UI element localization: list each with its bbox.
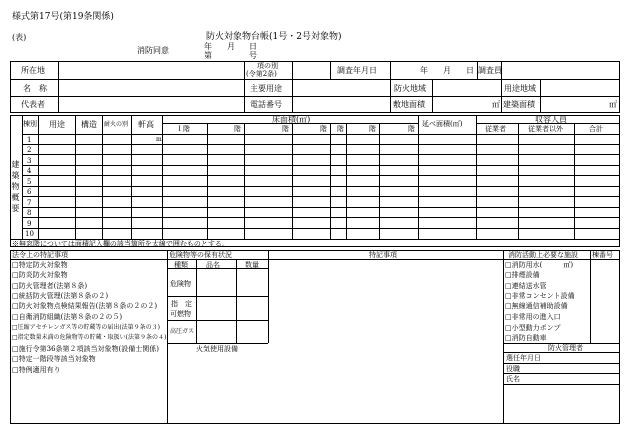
floor-col-5: 階 <box>337 125 344 133</box>
equipment-item[interactable]: □消防用水( ㎡) <box>505 261 574 269</box>
row-number: 4 <box>27 167 32 175</box>
col-total-area: 延べ面積(㎡) <box>422 120 463 128</box>
equipment-item[interactable]: □排煙設備 <box>505 271 540 279</box>
side-label: (表) <box>12 33 27 42</box>
law-item[interactable]: □施行令第36条第２項該当対象物(設備士関係) <box>12 345 159 353</box>
label-item-class-sub: (令第2条) <box>246 70 277 78</box>
windowless-note: ※無窓階については面積記入欄の該当箇所を太線で囲むものとする。 <box>12 240 229 248</box>
survey-year: 年 <box>420 66 428 75</box>
label-surveyor: 調査員 <box>478 66 502 75</box>
survey-day: 日 <box>466 66 474 75</box>
label-representative: 代表者 <box>21 100 45 109</box>
floor-col-2: 階 <box>234 125 241 133</box>
row-number: 7 <box>27 199 32 207</box>
hazard-kind: 高圧ガス <box>170 328 195 335</box>
consent-go: 号 <box>249 51 257 60</box>
label-main-use: 主要用途 <box>250 84 282 93</box>
hazard-kind: 危険物 <box>170 280 191 288</box>
equipment-item[interactable]: □非常コンセント設備 <box>505 292 575 300</box>
row-number: 5 <box>27 178 32 186</box>
page-title: 防火対象物台帳(1号・2号対象物) <box>206 32 342 42</box>
consent-label: 消防同意 <box>137 46 169 55</box>
person-name-label: 氏名 <box>506 375 520 383</box>
hazard-kind: 指 定 <box>171 300 192 308</box>
equipment-item[interactable]: □小型動力ポンプ <box>505 324 561 332</box>
consent-month: 月 <box>227 42 235 51</box>
cap-col-total: 合計 <box>589 125 603 133</box>
eave-unit: m <box>156 136 162 143</box>
equipment-item[interactable]: □消防自動車 <box>505 334 547 342</box>
col-fireproof: 耐火の別 <box>104 121 129 128</box>
fire-manager-header: 防火管理者 <box>548 344 583 352</box>
row-number: 1 <box>27 136 32 144</box>
consent-day: 日 <box>249 42 257 51</box>
col-building-type: 棟別 <box>23 120 37 128</box>
col-floor-area: 床面積(㎡) <box>272 115 311 124</box>
law-item[interactable]: □特定防火対象物 <box>12 261 68 269</box>
appoint-date-label: 選任年月日 <box>506 354 541 362</box>
row-number: 8 <box>27 209 32 217</box>
position-label: 役職 <box>506 365 520 373</box>
hazard-col-qty: 数量 <box>245 261 259 269</box>
col-eave-height: 軒高 <box>138 120 154 129</box>
law-header: 法令上の特記事項 <box>12 251 68 259</box>
form-number: 様式第17号(第19条関係) <box>12 12 114 22</box>
label-site-area: 敷地面積 <box>393 100 425 109</box>
building-no-header: 棟番号 <box>592 251 613 259</box>
consent-year: 年 <box>204 42 212 51</box>
law-item[interactable]: □統括防火管理(法第８条の２) <box>12 292 109 300</box>
cap-col-others: 従業者以外 <box>528 125 563 133</box>
row-number: 3 <box>27 157 32 165</box>
law-item[interactable]: □防炎防火対象物 <box>12 271 68 279</box>
equipment-item[interactable]: □非常用の進入口 <box>505 313 561 321</box>
floor-col-1: Ｉ階 <box>176 125 190 133</box>
label-survey-date: 調査年月日 <box>337 66 377 75</box>
floor-col-4: 階 <box>320 125 327 133</box>
fire-equipment-label: 火気使用設備 <box>196 345 238 353</box>
equipment-header: 消防活動上必要な施設 <box>508 251 578 259</box>
row-number: 9 <box>27 220 32 228</box>
hazard-col-name: 品名 <box>206 261 220 269</box>
label-use-zone: 用途地域 <box>504 84 536 93</box>
building-area-unit: ㎡ <box>609 100 617 109</box>
floor-col-7: 階 <box>408 125 415 133</box>
special-notes-header: 特記事項 <box>369 251 397 259</box>
hazard-header: 危険物等の保有状況 <box>169 251 232 259</box>
row-number: 6 <box>27 188 32 196</box>
law-item[interactable]: □特例適用有り <box>12 366 61 374</box>
building-side-label: 建築物概要 <box>11 160 20 215</box>
hazard-col-type: 種類 <box>174 261 188 269</box>
col-structure: 構造 <box>81 120 97 129</box>
consent-dai: 第 <box>204 51 212 60</box>
equipment-item[interactable]: □連結送水管 <box>505 282 547 290</box>
law-item[interactable]: □指定数量未満の危険物等の貯蔵・取扱い(法第９条の４) <box>12 334 167 341</box>
law-item[interactable]: □自衛消防組織(法第８条の２の５) <box>12 313 123 321</box>
label-item-class: 項の別 <box>257 62 278 70</box>
row-number: 2 <box>27 146 32 154</box>
col-use: 用途 <box>49 120 65 129</box>
law-item[interactable]: □圧縮アセチレンガス等の貯蔵等の届出(法第９条の３) <box>12 324 161 331</box>
row-number: 10 <box>25 230 34 238</box>
law-item[interactable]: □防火対象物点検結果報告(法第８条の２の２) <box>12 302 158 310</box>
label-fire-zone: 防火地域 <box>394 84 426 93</box>
equipment-item[interactable]: □無線通信補助設備 <box>505 302 568 310</box>
hazard-kind: 可燃物 <box>170 310 191 318</box>
label-name: 名 称 <box>23 84 47 93</box>
label-building-area: 建築面積 <box>503 100 535 109</box>
floor-col-6: 階 <box>369 125 376 133</box>
law-item[interactable]: □防火管理者(法第８条) <box>12 282 88 290</box>
cap-col-employees: 従業者 <box>485 125 506 133</box>
floor-col-3: 階 <box>282 125 289 133</box>
label-location: 所在地 <box>21 66 45 75</box>
label-phone: 電話番号 <box>250 100 282 109</box>
site-area-unit: ㎡ <box>492 100 500 109</box>
col-capacity: 収容人員 <box>535 115 567 124</box>
law-item[interactable]: □特定一階段等該当対象物 <box>12 355 96 363</box>
survey-month: 月 <box>443 66 451 75</box>
